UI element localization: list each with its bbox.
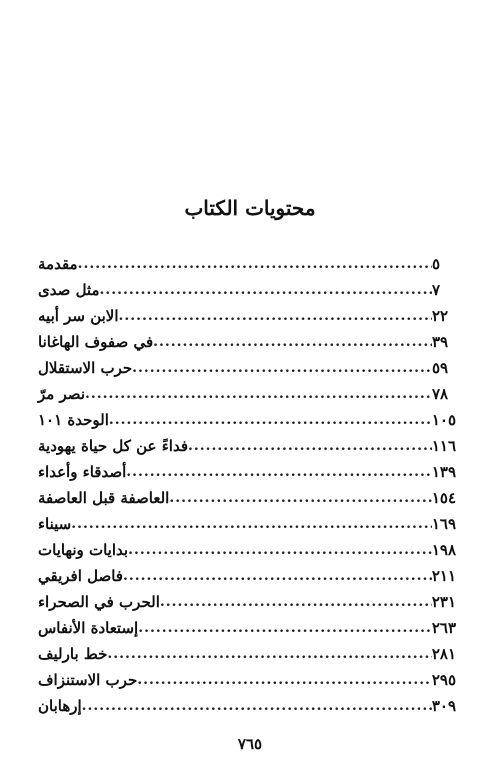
- toc-entry-title: خط بارليف: [38, 645, 108, 663]
- toc-entry-page: ١٥٤: [431, 489, 456, 507]
- toc-entry-title: فداءً عن كل حياة يهودية: [38, 437, 188, 455]
- toc-entry-page: ١٩٨: [431, 541, 456, 559]
- toc-entry-page: ٢١١: [431, 567, 456, 585]
- toc-entry-title: إستعادة الأنفاس: [38, 619, 139, 637]
- toc-entry-page: ٥٩: [432, 359, 449, 377]
- toc-dot-leader: [128, 537, 432, 563]
- toc-entry-page: ١٦٩: [431, 515, 456, 533]
- toc-entry-title: سيناء: [38, 515, 72, 533]
- toc-dot-leader: [109, 407, 432, 433]
- toc-dot-leader: [160, 589, 432, 615]
- toc-dot-leader: [153, 329, 432, 355]
- toc-dot-leader: [85, 381, 432, 407]
- toc-entry-title: مثل صدى: [38, 281, 100, 299]
- toc-entry: [34, 459, 462, 485]
- toc-entry-page: ٧: [432, 281, 441, 299]
- toc-dot-leader: [188, 433, 432, 459]
- toc-entry: [34, 407, 462, 433]
- toc-entry: [34, 537, 462, 563]
- toc-entry-title: الوحدة ١٠١: [38, 411, 109, 429]
- toc-entry: [34, 511, 462, 537]
- toc-entry-page: ٥: [432, 255, 441, 273]
- toc-dot-leader: [71, 511, 432, 537]
- toc-entry: [34, 693, 462, 719]
- toc-entry: [34, 485, 462, 511]
- toc-dot-leader: [138, 615, 432, 641]
- toc-entry-page: ٢٨١: [431, 645, 456, 663]
- toc-entry-page: ٢٢: [432, 307, 449, 325]
- toc-dot-leader: [137, 667, 432, 693]
- toc-entry-page: ٣٠٩: [431, 697, 456, 715]
- toc-entry: [34, 641, 462, 667]
- toc-dot-leader: [123, 563, 432, 589]
- toc-entry: [34, 329, 462, 355]
- table-of-contents: [34, 251, 462, 719]
- toc-entry-title: الابن سر أبيه: [38, 307, 119, 325]
- toc-entry-page: ١٠٥: [431, 411, 456, 429]
- toc-entry-page: ١٣٩: [431, 463, 456, 481]
- toc-entry-page: ١١٦: [431, 437, 456, 455]
- toc-dot-leader: [169, 485, 432, 511]
- toc-entry-title: نصر مرّ: [38, 385, 85, 403]
- toc-entry-title: أصدقاء وأعداء: [38, 463, 127, 481]
- toc-entry-page: ٢٣١: [431, 593, 456, 611]
- toc-entry-title: في صفوف الهاغانا: [38, 333, 154, 351]
- page-number: ٧٦٥: [237, 735, 263, 753]
- toc-dot-leader: [78, 251, 432, 277]
- toc-dot-leader: [82, 693, 432, 719]
- toc-entry-page: ٧٨: [432, 385, 449, 403]
- toc-entry-title: حرب الاستنزاف: [38, 671, 138, 689]
- toc-entry: [34, 433, 462, 459]
- toc-entry-title: مقدمة: [38, 255, 78, 273]
- toc-entry-page: ٣٩: [432, 333, 449, 351]
- toc-entry: [34, 251, 462, 277]
- toc-dot-leader: [126, 459, 432, 485]
- page-title: محتويات الكتاب: [184, 196, 316, 220]
- toc-entry: [34, 355, 462, 381]
- toc-dot-leader: [119, 303, 432, 329]
- toc-entry: [34, 303, 462, 329]
- toc-entry: [34, 277, 462, 303]
- toc-entry-title: الحرب في الصحراء: [38, 593, 160, 611]
- toc-dot-leader: [100, 277, 433, 303]
- toc-entry: [34, 589, 462, 615]
- toc-entry-title: فاصل افريقي: [38, 567, 123, 585]
- toc-entry: [34, 381, 462, 407]
- toc-dot-leader: [132, 355, 432, 381]
- toc-entry-title: بدايات ونهايات: [38, 541, 129, 559]
- toc-entry: [34, 615, 462, 641]
- toc-entry: [34, 563, 462, 589]
- toc-entry-page: ٢٩٥: [431, 671, 456, 689]
- toc-entry-title: العاصفة قبل العاصفة: [38, 489, 170, 507]
- toc-entry-title: حرب الاستقلال: [38, 359, 133, 377]
- toc-entry-title: إرهابان: [38, 697, 82, 715]
- toc-entry-page: ٢٦٣: [431, 619, 456, 637]
- toc-entry: [34, 667, 462, 693]
- toc-dot-leader: [107, 641, 431, 667]
